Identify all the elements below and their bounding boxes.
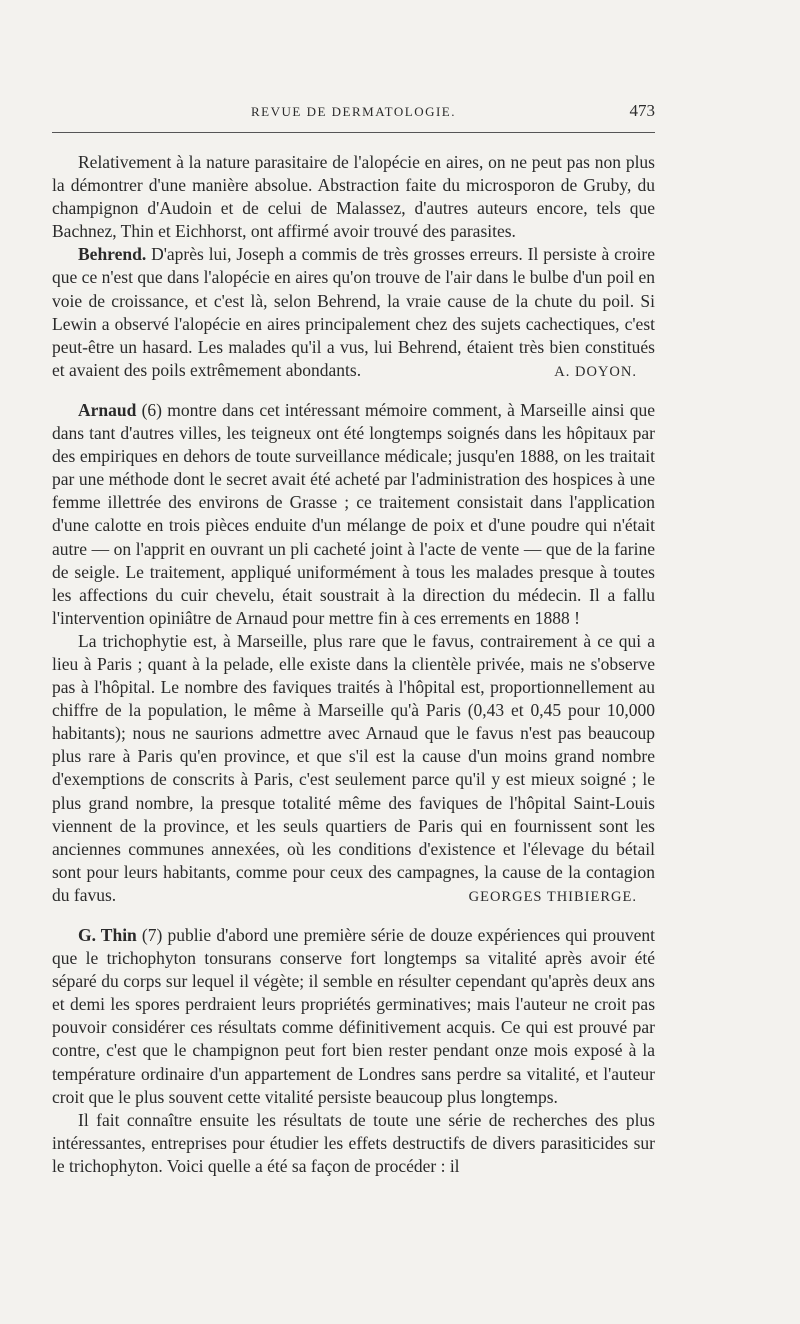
article-body xyxy=(52,151,655,1178)
signature: A. DOYON. xyxy=(554,363,637,380)
page-header xyxy=(52,101,655,126)
author-name: G. Thin xyxy=(78,925,137,945)
paragraph-text: (6) montre dans cet intéressant mémoire comment, à Marseille ainsi que dans tant d'autres villes, les teigneux ont été longtemps soignés dans les hôpitaux par des empiriques en dehors de toute surveillance médicale; jusqu'en 1888, on les traitait par une méthode dont le secret avait été acheté par l'administration des hospices à une femme illettrée des environs de Grasse ; ce traitement consistait dans l'application d'une calotte en trois pièces enduite d'un mélange de poix et d'une poudre qui n'était autre — on l'apprit en ouvrant un pli cacheté joint à l'acte de vente — que de la farine de seigle. Le traitement, appliqué uniformément à tous les malades presque à toutes les affections du cuir chevelu, était soustrait à la direction du médecin. Il a fallu l'intervention opiniâtre de Arnaud pour mettre fin à ces errements en 1888 ! xyxy=(52,399,655,628)
header-rule xyxy=(52,132,655,133)
paragraph: Il fait connaître ensuite les résultats de toute une série de recherches des plus intéressantes, entreprises pour étudier les effets destructifs de divers parasiticides sur le trichophyton. Voici quelle a été sa façon de procéder : il xyxy=(52,1109,655,1176)
paragraph xyxy=(52,924,655,1109)
page-number: 473 xyxy=(629,101,655,120)
paragraph xyxy=(52,243,655,382)
paragraph xyxy=(52,630,655,907)
author-name: Arnaud xyxy=(78,399,137,420)
author-name: Behrend. xyxy=(78,244,147,265)
signature: GEORGES THIBIERGE. xyxy=(468,888,637,905)
paragraph: Relativement à la nature parasitaire de l'alopécie en aires, on ne peut pas non plus la démontrer d'une manière absolue. Abstraction faite du microsporon de Gruby, du champignon d'Audoin et de celui de Malassez, d'autres auteurs encore, tels que Bachnez, Thin et Eichhorst, ont affirmé avoir trouvé des parasites. xyxy=(52,152,655,242)
paragraph xyxy=(52,399,655,630)
paragraph-text: D'après lui, Joseph a commis de très grosses erreurs. Il persiste à croire que ce n'est que dans l'alopécie en aires qu'on trouve de l'air dans le bulbe d'un poil en voie de croissance, et c'est là, selon Behrend, la vraie cause de la chute du poil. Si Lewin a observé l'alopécie en aires principalement chez des sujets cachectiques, c'est peut-être un hasard. Les malades qu'il a vus, lui Behrend, étaient très bien constitués et avaient des poils extrêmement abondants. xyxy=(52,244,655,380)
running-title: REVUE DE DERMATOLOGIE. xyxy=(251,104,456,119)
paragraph-text: (7) publie d'abord une première série de douze expériences qui prouvent que le trichophyton tonsurans conserve fort longtemps sa vitalité après avoir été séparé du corps sur lequel il végète; il semble en résulter cependant qu'après deux ans et demi les spores perdraient leurs propriétés germinatives; mais l'auteur ne croit pas pouvoir considérer ces résultats comme définitivement acquis. Ce qui est prouvé par contre, c'est que le champignon peut fort bien rester pendant onze mois exposé à la température ordinaire d'un appartement de Londres sans perdre sa vitalité, et l'auteur croit que le plus souvent cette vitalité persiste beaucoup plus longtemps. xyxy=(52,925,655,1107)
paragraph-text: La trichophytie est, à Marseille, plus rare que le favus, contrairement à ce qui a lieu à Paris ; quant à la pelade, elle existe dans la clientèle privée, mais ne s'observe pas à l'hôpital. Le nombre des faviques traités à l'hôpital est, proportionnellement au chiffre de la population, le même à Marseille qu'à Paris (0,43 et 0,45 pour 10,000 habitants); nous ne saurions admettre avec Arnaud que le favus n'est pas beaucoup plus rare à Paris qu'en province, et que s'il est la cause d'un moins grand nombre d'exemptions de conscrits à Paris, c'est seulement parce qu'il y est mieux soigné ; le plus grand nombre, la presque totalité même des faviques de l'hôpital Saint-Louis viennent de la province, et les seuls quartiers de Paris qui en fournissent sont les anciennes communes annexées, où les conditions d'existence et l'élevage du bétail sont pour leurs habitants, comme pour ceux des campagnes, la cause de la contagion du favus. xyxy=(52,630,655,905)
